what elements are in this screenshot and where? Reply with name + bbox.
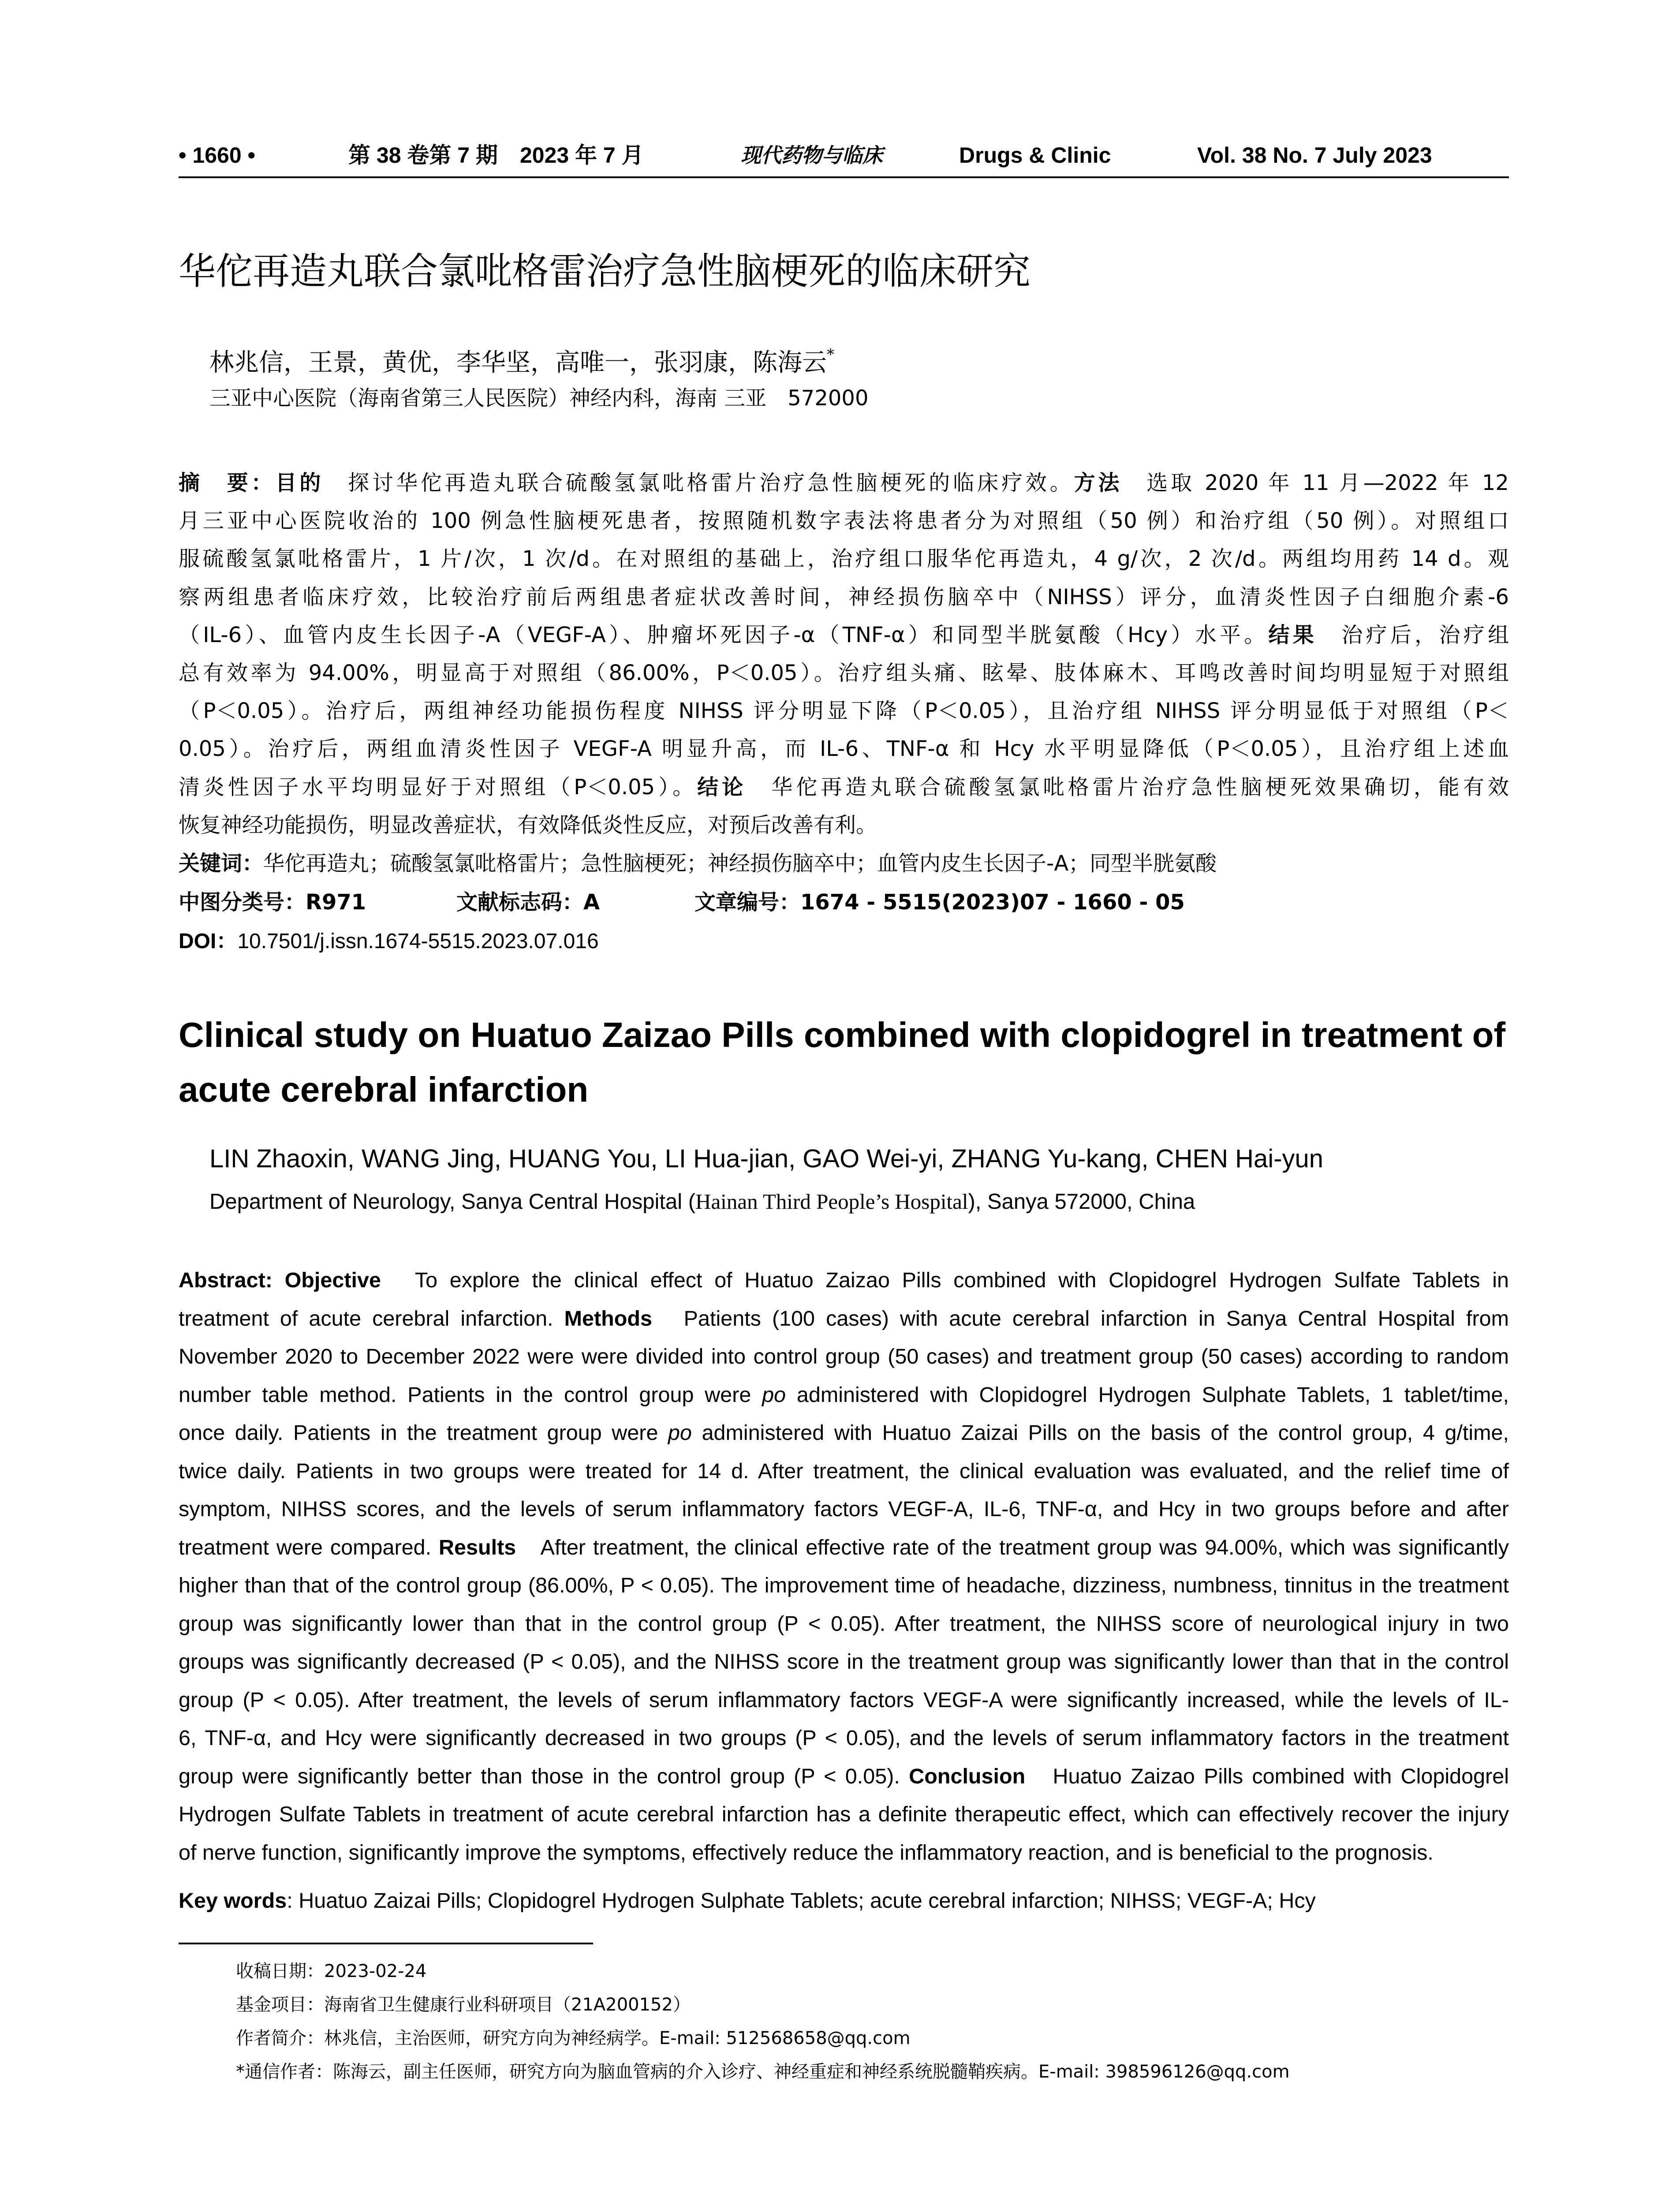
abstract-en-line: group (P < 0.05). After treatment, the levels of serum inflammatory factors VEGF-A were significantly increased, while the levels of IL-: [179, 1688, 1509, 1712]
document-code: 文献标志码：A: [456, 890, 600, 915]
footnote-corresponding: *通信作者：陈海云，副主任医师，研究方向为脑血管病的介入诊疗、神经重症和神经系统脱髓鞘疾病。E-mail: 398596126@qq.com: [236, 2062, 1290, 2082]
section-heading: 结果: [1268, 622, 1318, 647]
abstract-en-line: groups was significantly decreased (P < 0.05), and the NIHSS score in the treatment group was significantly lower than that in the control: [179, 1650, 1509, 1674]
affiliation-en-part: ), Sanya 572000, China: [968, 1190, 1195, 1214]
abstract-cn-line: 服硫酸氢氯吡格雷片，1 片/次，1 次/d。在对照组的基础上，治疗组口服华佗再造丸，4 g/次，2 次/d。两组均用药 14 d。观: [179, 546, 1509, 572]
title-cn: 华佗再造丸联合氯吡格雷治疗急性脑梗死的临床研究: [179, 250, 1031, 293]
issue-en: Vol. 38 No. 7 July 2023: [1197, 143, 1432, 168]
section-heading: 方法: [1074, 471, 1123, 495]
title-en: Clinical study on Huatuo Zaizao Pills combined with clopidogrel in treatment of acute cerebral infarction: [179, 1015, 1506, 1109]
abstract-italic: po: [762, 1383, 786, 1407]
journal-name-cn: 现代药物与临床: [741, 143, 883, 167]
footnote-received: 收稿日期：2023-02-24: [236, 1961, 427, 1981]
corresponding-mark: *: [827, 346, 834, 363]
abstract-text: After treatment, the clinical effective rate of the treatment group was 94.00%, which was significantly: [516, 1535, 1509, 1559]
abstract-en-line: group was significantly lower than that in the control group (P < 0.05). After treatment, the NIHSS score of neurological injury in two: [179, 1611, 1509, 1636]
page-number: • 1660 •: [179, 143, 256, 168]
abstract-italic: po: [668, 1421, 692, 1445]
abstract-text: treatment of acute cerebral infarction.: [179, 1306, 564, 1330]
abstract-en-line: symptom, NIHSS scores, and the levels of serum inflammatory factors VEGF-A, IL-6, TNF-α, and Hcy in two groups before and after: [179, 1497, 1509, 1521]
abstract-en-line: of nerve function, significantly improve the symptoms, effectively reduce the inflammatory reaction, and is beneficial to the prognosis.: [179, 1840, 1434, 1865]
abstract-en-line: [179, 1261, 1509, 1300]
abstract-en: [179, 1261, 1509, 1872]
doi-line: [179, 924, 599, 958]
abstract-en-line: Hydrogen Sulfate Tablets in treatment of acute cerebral infarction has a definite therapeutic effect, which can effectively recover the injury: [179, 1802, 1509, 1826]
abstract-text: once daily. Patients in the treatment group were: [179, 1421, 668, 1445]
abstract-text: Huatuo Zaizao Pills combined with Clopidogrel: [1025, 1764, 1509, 1788]
abstract-en-line: higher than that of the control group (86.00%, P < 0.05). The improvement time of headache, dizziness, numbness, tinnitus in the treatment: [179, 1573, 1509, 1597]
abstract-text: number table method. Patients in the control group were: [179, 1383, 762, 1407]
article-number: 文章编号：1674 - 5515(2023)07 - 1660 - 05: [694, 890, 1185, 915]
keywords-en-label: Key words: [179, 1889, 287, 1913]
section-heading: Results: [439, 1535, 516, 1559]
keywords-cn-label: 关键词：: [179, 851, 264, 876]
abstract-en-line: twice daily. Patients in two groups were treated for 14 d. After treatment, the clinical evaluation was evaluated, and the relief time of: [179, 1459, 1509, 1483]
journal-name-en: Drugs & Clinic: [959, 143, 1111, 168]
abstract-cn-line: （P＜0.05）。治疗后，两组神经功能损伤程度 NIHSS 评分明显下降（P＜0.05），且治疗组 NIHSS 评分明显低于对照组（P＜: [179, 699, 1509, 724]
keywords-cn-text: 华佗再造丸；硫酸氢氯吡格雷片；急性脑梗死；神经损伤脑卒中；血管内皮生长因子-A；同型半胱氨酸: [263, 851, 1217, 876]
affiliation-en: [209, 1186, 1195, 1217]
abstract-en-line: [179, 1414, 1509, 1452]
section-heading: Objective: [284, 1268, 381, 1292]
abstract-en-line: [179, 1529, 1509, 1567]
section-heading: Methods: [564, 1306, 653, 1330]
abstract-cn-line: [179, 464, 1509, 502]
abstract-text: To explore the clinical effect of Huatuo Zaizao Pills combined with Clopidogrel Hydrogen Sulfate Tablets in: [381, 1268, 1509, 1292]
authors-en: LIN Zhaoxin, WANG Jing, HUANG You, LI Hua-jian, GAO Wei-yi, ZHANG Yu-kang, CHEN Hai-yun: [209, 1144, 1324, 1173]
abstract-text: 治疗后，治疗组: [1317, 622, 1509, 647]
abstract-text: （IL-6）、血管内皮生长因子-A（VEGF-A）、肿瘤坏死因子-α（TNF-α）和同型半胱氨酸（Hcy）水平。: [179, 622, 1269, 647]
abstract-text: 探讨华佗再造丸联合硫酸氢氯吡格雷片治疗急性脑梗死的临床疗效。: [324, 471, 1074, 495]
abstract-cn: [179, 464, 1509, 844]
abstract-cn-line: 总有效率为 94.00%，明显高于对照组（86.00%，P＜0.05）。治疗组头痛、眩晕、肢体麻木、耳鸣改善时间均明显短于对照组: [179, 660, 1509, 685]
affiliation-en-part: Department of Neurology, Sanya Central Hospital (: [209, 1190, 696, 1214]
affiliation-en-hospital: Hainan Third People’s Hospital: [695, 1189, 968, 1214]
section-heading: 目的: [275, 471, 324, 495]
abstract-cn-line: 察两组患者临床疗效，比较治疗前后两组患者症状改善时间，神经损伤脑卒中（NIHSS）评分，血清炎性因子白细胞介素-6: [179, 584, 1509, 609]
header-rule: [179, 176, 1509, 178]
abstract-cn-line: 恢复神经功能损伤，明显改善症状，有效降低炎性反应，对预后改善有利。: [179, 812, 877, 837]
abstract-text: treatment were compared.: [179, 1535, 439, 1559]
keywords-en: [179, 1883, 1316, 1918]
keywords-en-text: : Huatuo Zaizai Pills; Clopidogrel Hydrogen Sulphate Tablets; acute cerebral infarction; NIHSS; VEGF-A; Hcy: [287, 1889, 1316, 1913]
section-heading: 结论: [697, 774, 747, 800]
doi-value: 10.7501/j.issn.1674-5515.2023.07.016: [237, 930, 599, 953]
abstract-text: administered with Huatuo Zaizai Pills on the basis of the control group, 4 g/time,: [691, 1421, 1509, 1445]
footnote-author: 作者简介：林兆信，主治医师，研究方向为神经病学。E-mail: 512568658@qq.com: [236, 2028, 911, 2048]
abstract-text: group were significantly better than those in the control group (P < 0.05).: [179, 1764, 909, 1788]
affiliation-cn: 三亚中心医院（海南省第三人民医院）神经内科，海南 三亚 572000: [209, 386, 869, 411]
abstract-en-line: [179, 1757, 1509, 1796]
abstract-cn-line: 月三亚中心医院收治的 100 例急性脑梗死患者，按照随机数字表法将患者分为对照组（50 例）和治疗组（50 例）。对照组口: [179, 508, 1509, 534]
authors-cn: [209, 338, 834, 380]
clc-number: 中图分类号：R971: [179, 890, 366, 915]
abstract-en-line: 6, TNF-α, and Hcy were significantly decreased in two groups (P < 0.05), and the levels of serum inflammatory factors in the treatment: [179, 1726, 1509, 1750]
authors-cn-names: 林兆信，王景，黄优，李华坚，高唯一，张羽康，陈海云: [209, 348, 827, 377]
abstract-text: Patients (100 cases) with acute cerebral infarction in Sanya Central Hospital from: [652, 1306, 1509, 1330]
abstract-en-line: [179, 1376, 1509, 1414]
abstract-cn-line: [179, 768, 1509, 806]
section-heading: Conclusion: [909, 1764, 1026, 1788]
footnote-rule: [179, 1943, 593, 1944]
classification-line: [179, 886, 1185, 919]
abstract-text: administered with Clopidogrel Hydrogen Sulphate Tablets, 1 tablet/time,: [786, 1383, 1509, 1407]
doi-label: DOI：: [179, 930, 238, 953]
abstract-cn-line: [179, 616, 1509, 654]
keywords-cn: [179, 847, 1217, 880]
abstract-text: 清炎性因子水平均明显好于对照组（P＜0.05）。: [179, 774, 698, 800]
footnote-fund: 基金项目：海南省卫生健康行业科研项目（21A200152）: [236, 1995, 691, 2015]
abstract-cn-line: 0.05）。治疗后，两组血清炎性因子 VEGF-A 明显升高，而 IL-6、TNF-α 和 Hcy 水平明显降低（P＜0.05），且治疗组上述血: [179, 736, 1509, 762]
abstract-text: 华佗再造丸联合硫酸氢氯吡格雷片治疗急性脑梗死效果确切，能有效: [747, 774, 1509, 800]
issue-cn: 第 38 卷第 7 期 2023 年 7 月: [348, 143, 644, 168]
abstract-en-line: November 2020 to December 2022 were were divided into control group (50 cases) and treatment group (50 cases) according to random: [179, 1345, 1509, 1368]
abstract-en-label: Abstract:: [179, 1268, 285, 1292]
abstract-cn-label: 摘 要：: [179, 471, 276, 495]
abstract-en-line: [179, 1300, 1509, 1338]
abstract-text: 选取 2020 年 11 月—2022 年 12: [1122, 471, 1509, 495]
